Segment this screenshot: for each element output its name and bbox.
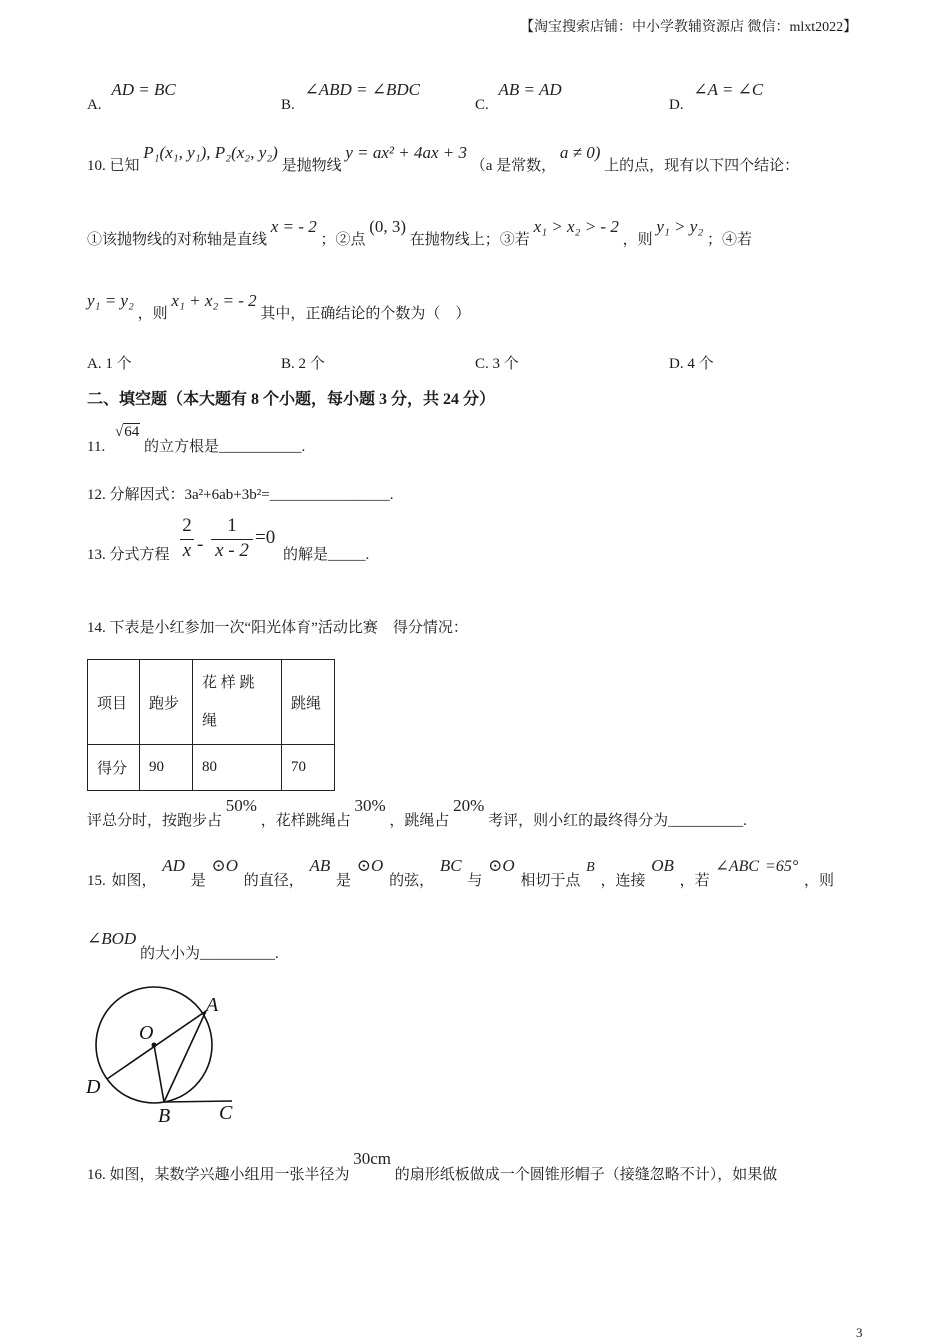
label-a: A <box>206 994 219 1016</box>
q11-text: 的立方根是___________. <box>143 439 306 455</box>
circle-o: ⊙O <box>211 856 238 875</box>
q10-line-1 <box>87 142 800 174</box>
table-row <box>88 745 335 791</box>
table-cell: 90 <box>140 745 193 791</box>
q10-text: ，则 <box>622 232 653 248</box>
q10-line-2 <box>87 216 752 248</box>
q9-option-b <box>281 80 421 113</box>
equals-zero: =0 <box>255 527 276 548</box>
circle-figure <box>80 985 250 1130</box>
q14-text: 考评，则小红的最终得分为__________. <box>488 813 747 829</box>
q15-text: ，则 <box>803 873 834 889</box>
label-b: B <box>158 1105 171 1127</box>
circle-o: ⊙O <box>356 856 384 875</box>
radicand: 64 <box>124 424 140 440</box>
q16-radius: 30cm <box>353 1149 392 1168</box>
q15-text: 的大小为__________. <box>139 946 279 962</box>
option-expr: ∠ABD = ∠BDC <box>304 80 421 99</box>
segment-ob: OB <box>651 856 674 875</box>
segment-bc: BC <box>439 856 462 875</box>
angle-bod: ∠BOD <box>87 929 137 948</box>
q15-text: 的弦， <box>389 873 435 889</box>
q14-followup <box>87 795 747 829</box>
q10-text: ；④若 <box>706 232 752 248</box>
table-cell-text: 花 样 跳 绳 <box>202 675 255 729</box>
sqrt-symbol: √64 <box>114 424 140 440</box>
q10-text: 是抛物线 <box>281 158 342 174</box>
q10-text: 其中，正确结论的个数为（ ） <box>260 306 471 322</box>
angle-abc: ∠ABC =65° <box>715 858 799 875</box>
q15-text: 是 <box>190 873 206 889</box>
q10-inequality-2: y₁ > y₂ <box>656 217 704 236</box>
q10-text: （a 是常数， <box>470 158 557 174</box>
denominator: x - 2 <box>215 540 249 561</box>
q9-option-c <box>475 80 562 113</box>
q10-points: P₁(x₁, y₁), P₂(x₂, y₂) <box>143 143 278 162</box>
score-table <box>87 659 335 791</box>
circle-o: ⊙O <box>488 856 515 875</box>
denominator: x <box>182 540 192 561</box>
page-number: 3 <box>856 1325 863 1340</box>
q15-text: 的直径， <box>243 873 304 889</box>
option-label: C. <box>475 97 489 113</box>
segment-ab: AB <box>309 856 331 875</box>
q14-text: ，跳绳占 <box>389 813 450 829</box>
q15-text: 相切于点 <box>520 873 581 889</box>
q10-condition: a ≠ 0) <box>559 143 601 162</box>
q10-text: ，则 <box>137 306 168 322</box>
label-o: O <box>139 1022 154 1044</box>
numerator: 1 <box>227 515 237 536</box>
q10-option-a: A. 1 个 <box>87 356 132 372</box>
table-cell: 跑步 <box>140 660 193 745</box>
q10-line-3 <box>87 290 471 322</box>
option-expr: AD = BC <box>111 80 176 99</box>
q10-equation-1: y₁ = y₂ <box>87 291 134 310</box>
q10-prefix: 10. 已知 <box>87 158 140 174</box>
q9-option-d <box>669 80 764 113</box>
option-label: D. <box>669 97 684 113</box>
q10-text: ；②点 <box>320 232 366 248</box>
q10-inequality-1: x₁ > x₂ > - 2 <box>533 217 619 236</box>
q12: 12. 分解因式：3a²+6ab+3b²=________________. <box>87 487 394 503</box>
numerator: 2 <box>182 515 192 536</box>
q14-text: 评总分时，按跑步占 <box>87 813 223 829</box>
q15-line-1 <box>87 855 834 889</box>
q9-option-a <box>87 80 176 113</box>
q10-option-b: B. 2 个 <box>281 356 325 372</box>
q15-text: ，若 <box>679 873 710 889</box>
table-cell: 跳绳 <box>282 660 335 745</box>
percent-running: 50% <box>225 796 257 815</box>
q10-option-d: D. 4 个 <box>669 356 714 372</box>
q10-text: ①该抛物线的对称轴是直线 <box>87 232 268 248</box>
table-cell <box>193 660 282 745</box>
q15-text: 是 <box>336 873 352 889</box>
option-expr: AB = AD <box>498 80 562 99</box>
q10-axis: x = - 2 <box>270 217 317 236</box>
percent-fancy-rope: 30% <box>354 796 386 815</box>
q11-number: 11. <box>87 439 106 455</box>
radius-ob <box>154 1045 164 1102</box>
page-header: 【淘宝搜索店铺：中小学教辅资源店 微信：mlxt2022】 <box>520 20 858 35</box>
table-cell: 70 <box>282 745 335 791</box>
minus-sign: - <box>197 534 204 555</box>
q16 <box>87 1148 778 1183</box>
q16-text: 16. 如图，某数学兴趣小组用一张半径为 <box>87 1167 350 1183</box>
q13-suffix: 的解是_____. <box>283 547 370 563</box>
q14-intro: 14. 下表是小红参加一次“阳光体育”活动比赛 得分情况： <box>87 620 468 636</box>
option-expr: ∠A = ∠C <box>693 80 764 99</box>
q10-equation-2: x₁ + x₂ = - 2 <box>171 291 257 310</box>
option-label: B. <box>281 97 295 113</box>
table-cell: 得分 <box>88 745 140 791</box>
table-cell: 项目 <box>88 660 140 745</box>
fraction-2 <box>211 515 253 562</box>
q10-point: (0, 3) <box>369 217 407 236</box>
q10-parabola: y = ax² + 4ax + 3 <box>345 143 467 162</box>
table-cell: 80 <box>193 745 282 791</box>
q13-prefix: 13. 分式方程 <box>87 547 170 563</box>
section-heading: 二、填空题（本大题有 8 个小题，每小题 3 分，共 24 分） <box>87 391 496 408</box>
q10-text: 上的点，现有以下四个结论： <box>604 158 800 174</box>
q16-text: 的扇形纸板做成一个圆锥形帽子（接缝忽略不计），如果做 <box>394 1167 778 1183</box>
q14-text: ，花样跳绳占 <box>260 813 351 829</box>
q15-text: 15. 如图， <box>87 873 157 889</box>
q15-text: 与 <box>467 873 483 889</box>
q10-option-c: C. 3 个 <box>475 356 519 372</box>
q15-text: ，连接 <box>600 873 646 889</box>
table-row <box>88 660 335 745</box>
q10-text: 在抛物线上；③若 <box>409 232 530 248</box>
label-c: C <box>219 1102 233 1124</box>
percent-rope: 20% <box>453 796 485 815</box>
label-d: D <box>86 1076 101 1098</box>
fraction-1 <box>180 515 194 562</box>
segment-ad: AD <box>162 856 185 875</box>
q15-line-2 <box>87 928 279 962</box>
point-b: B <box>586 860 595 875</box>
option-label: A. <box>87 97 102 113</box>
q11 <box>87 420 306 455</box>
